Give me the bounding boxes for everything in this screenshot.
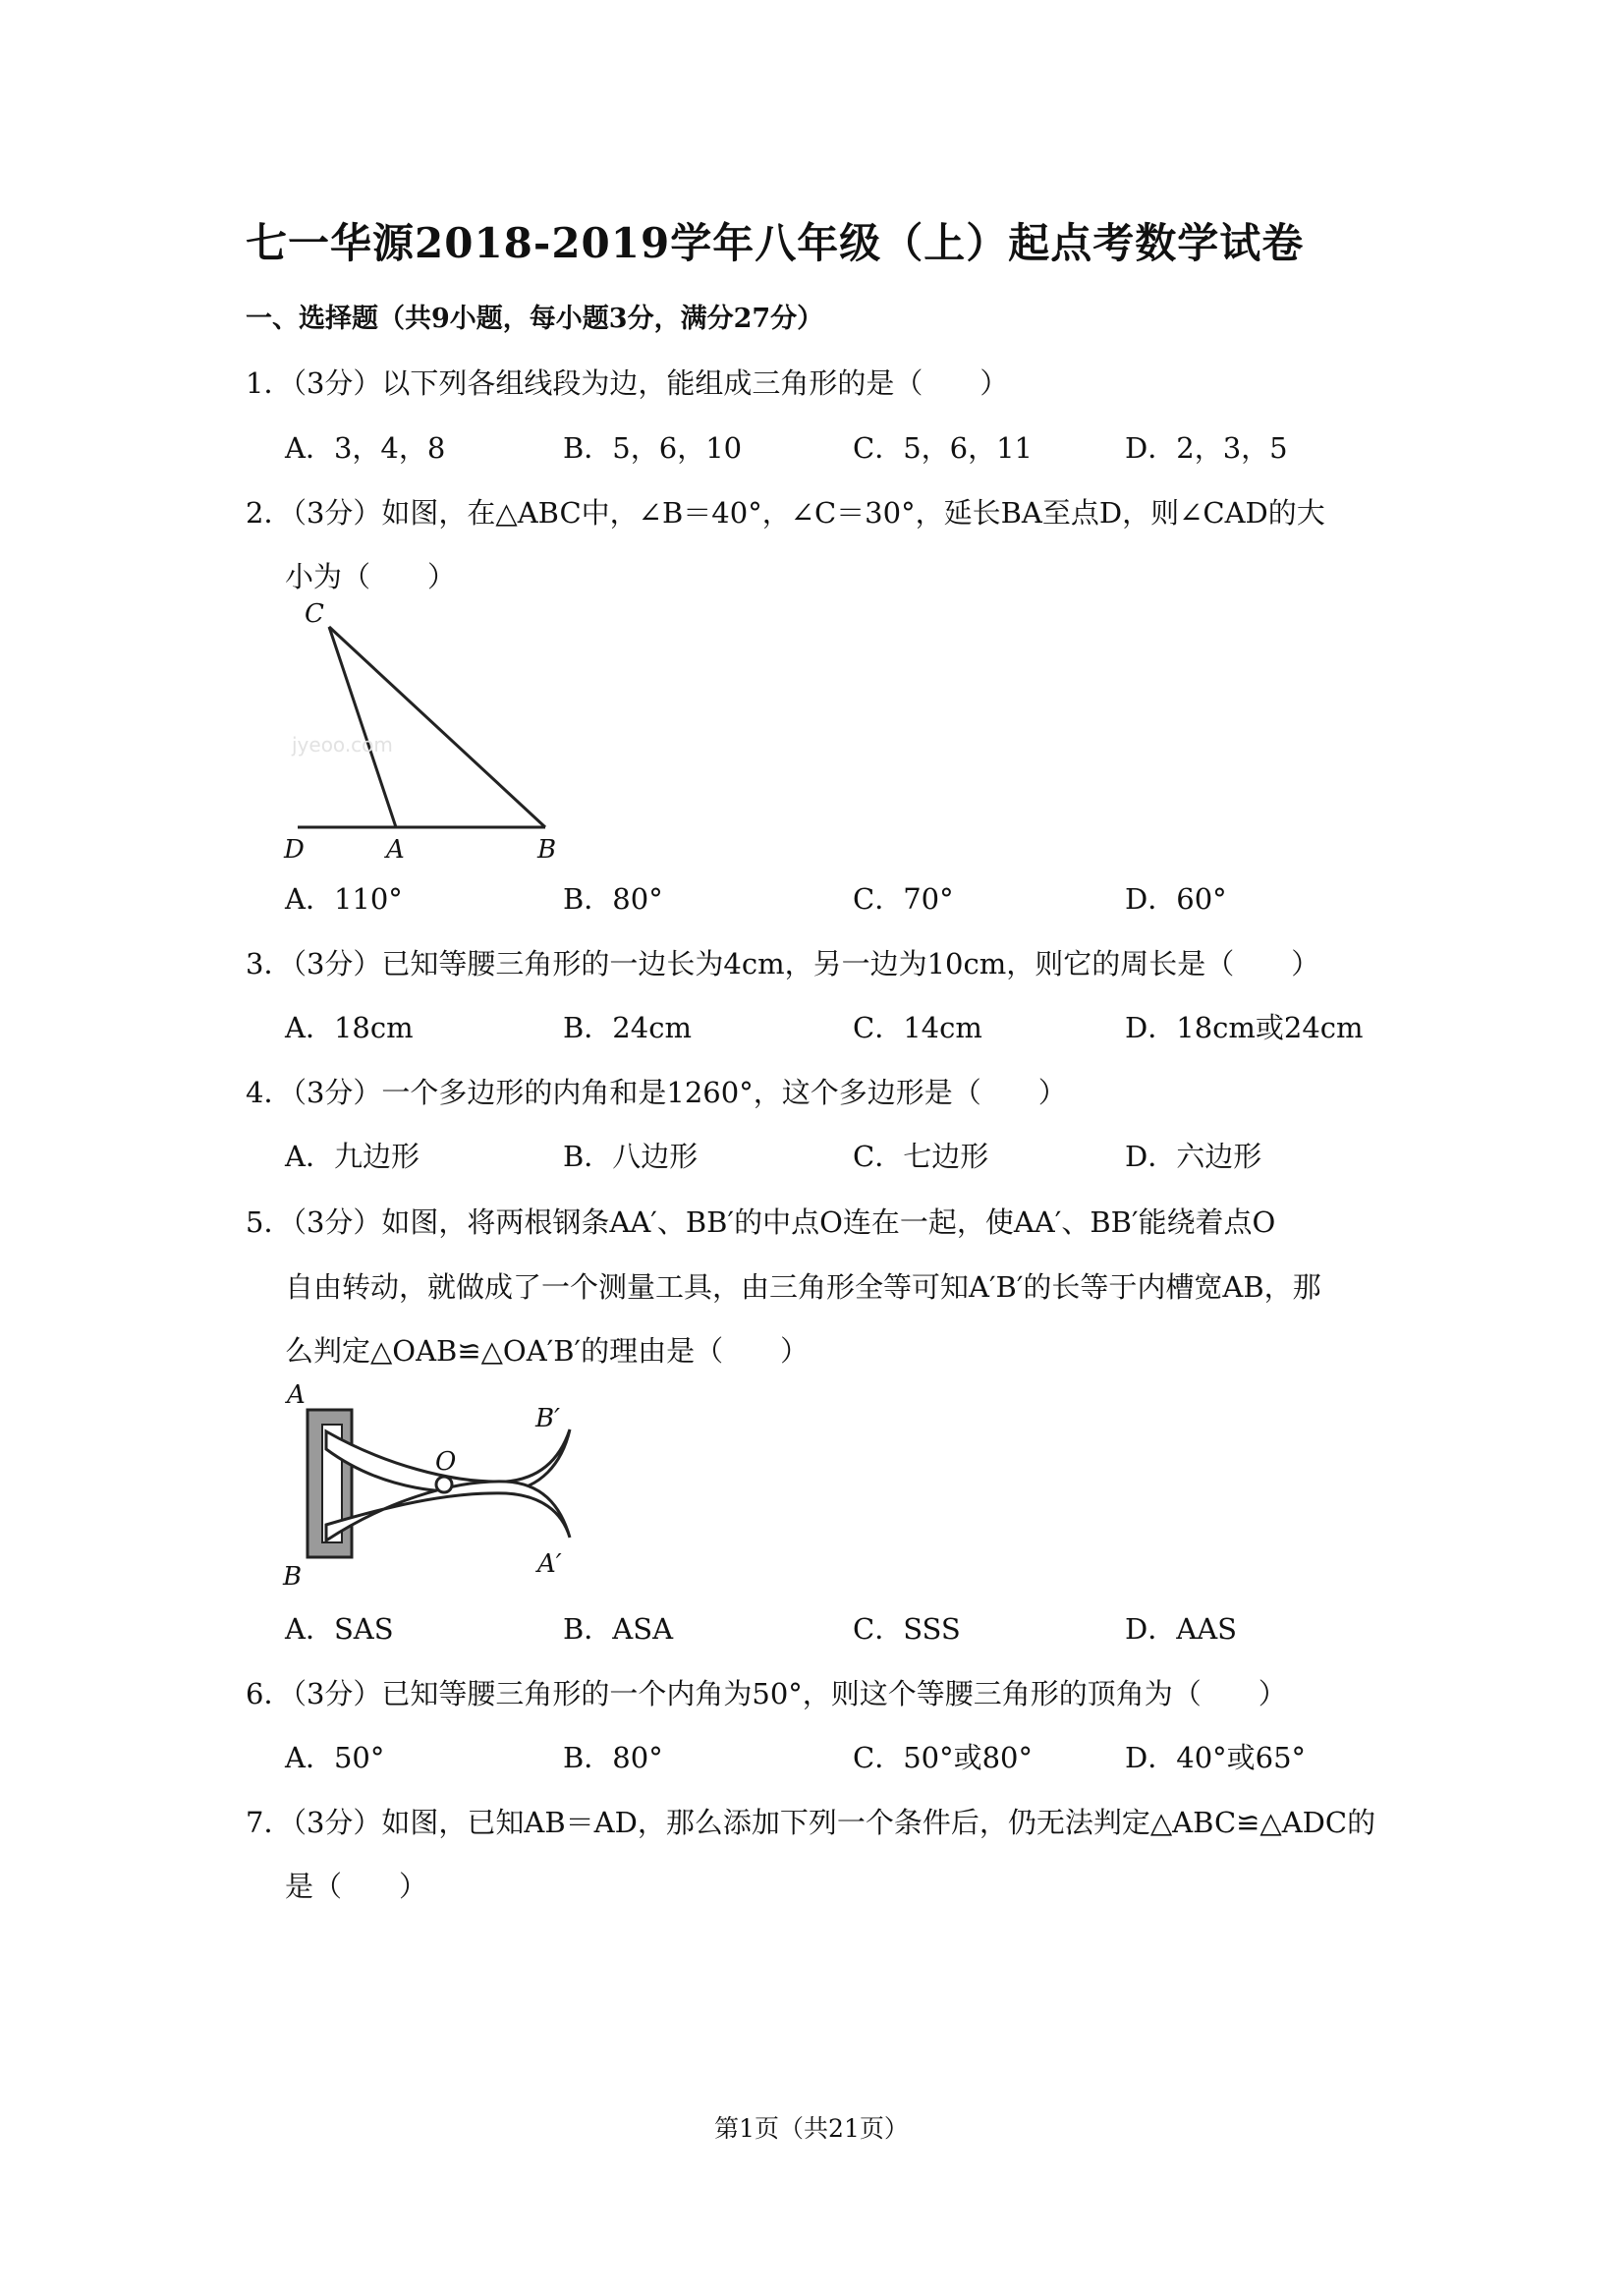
q4-option-c: C．七边形 [853, 1140, 989, 1173]
q3-option-d: D．18cm或24cm [1125, 1011, 1364, 1044]
q4-option-d: D．六边形 [1125, 1140, 1262, 1173]
question-2-stem: 2．（3分）如图，在△ABC中，∠B＝40°，∠C＝30°，延长BA至点D，则∠CAD的大 [246, 496, 1325, 530]
q6-option-d: D．40°或65° [1125, 1741, 1307, 1774]
q1-option-d: D．2，3，5 [1125, 431, 1288, 465]
question-2-stem-cont: 小为（ ） [285, 560, 457, 593]
q6-option-a: A．50° [285, 1741, 385, 1774]
q5-option-b: B．ASA [563, 1612, 674, 1646]
watermark: jyeoo.com [292, 733, 393, 756]
q3-option-c: C．14cm [853, 1011, 982, 1044]
label-o: O [435, 1447, 457, 1477]
question-4-stem: 4．（3分）一个多边形的内角和是1260°，这个多边形是（ ） [246, 1076, 1067, 1109]
q1-option-c: C．5，6，11 [853, 431, 1033, 465]
q2-option-a: A．110° [285, 882, 403, 916]
question-7-stem: 7．（3分）如图，已知AB＝AD，那么添加下列一个条件后，仍无法判定△ABC≌△ADC的 [246, 1806, 1376, 1839]
q3-option-a: A．18cm [285, 1011, 414, 1044]
q6-option-b: B．80° [563, 1741, 663, 1774]
triangle-figure [280, 594, 575, 869]
q4-option-a: A．九边形 [285, 1140, 420, 1173]
label-b-prime: B′ [535, 1404, 561, 1433]
label-a5: A [287, 1380, 306, 1410]
q2-option-c: C．70° [853, 882, 954, 916]
label-b5: B [283, 1562, 303, 1592]
question-3-stem: 3．（3分）已知等腰三角形的一边长为4cm，另一边为10cm，则它的周长是（ ） [246, 947, 1320, 980]
exam-title: 七一华源2018-2019学年八年级（上）起点考数学试卷 [246, 219, 1305, 267]
question-6-stem: 6．（3分）已知等腰三角形的一个内角为50°，则这个等腰三角形的顶角为（ ） [246, 1677, 1287, 1710]
q1-option-a: A．3，4，8 [285, 431, 446, 465]
q6-option-c: C．50°或80° [853, 1741, 1033, 1774]
label-d: D [284, 835, 305, 865]
q5-option-c: C．SSS [853, 1612, 961, 1646]
pivot-o [436, 1477, 452, 1492]
label-b: B [537, 835, 557, 865]
label-c: C [305, 599, 324, 629]
q2-option-d: D．60° [1125, 882, 1227, 916]
q5-option-a: A．SAS [285, 1612, 394, 1646]
q1-option-b: B．5，6，10 [563, 431, 743, 465]
caliper-figure [275, 1375, 589, 1601]
section-heading: 一、选择题（共9小题，每小题3分，满分27分） [246, 304, 824, 334]
question-5-stem-cont: 自由转动，就做成了一个测量工具，由三角形全等可知A′B′的长等于内槽宽AB，那 [285, 1270, 1321, 1304]
q2-option-b: B．80° [563, 882, 663, 916]
label-a: A [386, 835, 405, 865]
question-7-stem-cont: 是（ ） [285, 1870, 428, 1903]
question-5-stem: 5．（3分）如图，将两根钢条AA′、BB′的中点O连在一起，使AA′、BB′能绕着点O [246, 1205, 1276, 1239]
label-a-prime: A′ [537, 1549, 562, 1579]
q5-option-d: D．AAS [1125, 1612, 1238, 1646]
page-footer: 第1页（共21页） [714, 2114, 909, 2143]
q3-option-b: B．24cm [563, 1011, 692, 1044]
question-1-stem: 1．（3分）以下列各组线段为边，能组成三角形的是（ ） [246, 366, 1009, 400]
question-5-stem-cont2: 么判定△OAB≌△OA′B′的理由是（ ） [285, 1334, 810, 1368]
q4-option-b: B．八边形 [563, 1140, 699, 1173]
